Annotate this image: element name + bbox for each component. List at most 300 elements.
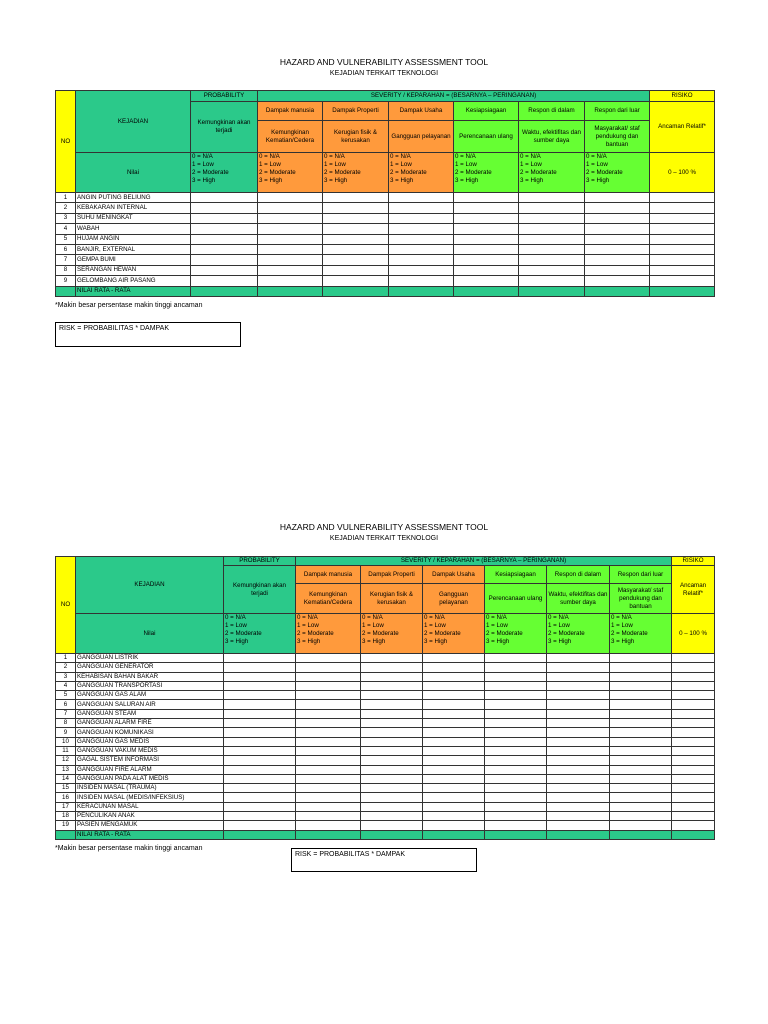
header-kejadian: KEJADIAN	[76, 91, 191, 153]
score-cell[interactable]	[423, 765, 485, 774]
score-cell[interactable]	[672, 821, 715, 830]
score-cell[interactable]	[191, 244, 258, 254]
table-row	[56, 213, 715, 223]
score-cell[interactable]	[389, 213, 454, 223]
score-cell[interactable]	[485, 654, 547, 663]
row-kejadian: WABAH	[76, 224, 191, 234]
score-cell[interactable]	[224, 774, 296, 783]
score-cell[interactable]	[361, 663, 423, 672]
score-cell[interactable]	[485, 709, 547, 718]
score-cell[interactable]	[585, 213, 650, 223]
score-cell[interactable]	[296, 663, 361, 672]
table-row	[56, 672, 715, 681]
score-cell[interactable]	[423, 802, 485, 811]
score-cell[interactable]	[361, 691, 423, 700]
header-nilai: Nilai	[76, 153, 191, 193]
score-cell[interactable]	[672, 728, 715, 737]
score-cell[interactable]	[389, 276, 454, 286]
score-cell[interactable]	[547, 654, 610, 663]
row-number: 1	[56, 193, 76, 203]
score-cell[interactable]	[296, 746, 361, 755]
score-cell[interactable]	[585, 276, 650, 286]
score-cell[interactable]	[258, 193, 323, 203]
score-cell[interactable]	[610, 793, 672, 802]
score-cell[interactable]	[296, 719, 361, 728]
score-cell[interactable]	[361, 700, 423, 709]
header-risiko-2: RISIKO	[672, 557, 715, 566]
score-cell[interactable]	[423, 709, 485, 718]
score-cell[interactable]	[389, 203, 454, 213]
header-kejadian-2: KEJADIAN	[76, 557, 224, 614]
row-kejadian: SERANGAN HEWAN	[76, 265, 191, 275]
score-cell[interactable]	[423, 821, 485, 830]
score-cell[interactable]	[672, 802, 715, 811]
score-cell[interactable]	[323, 234, 389, 244]
header-kematian-2: Kemungkinan Kematian/Cedera	[296, 584, 361, 614]
score-cell[interactable]	[672, 812, 715, 821]
score-cell[interactable]	[650, 234, 715, 244]
page-subtitle-2: KEJADIAN TERKAIT TEKNOLOGI	[329, 535, 439, 542]
row-number: 4	[56, 681, 76, 690]
score-cell[interactable]	[389, 255, 454, 265]
score-cell[interactable]	[650, 213, 715, 223]
header-dampak-usaha: Dampak Usaha	[389, 102, 454, 121]
score-cell[interactable]	[423, 663, 485, 672]
score-cell[interactable]	[672, 654, 715, 663]
table-row	[56, 681, 715, 690]
row-number: 14	[56, 774, 76, 783]
score-cell[interactable]	[672, 709, 715, 718]
score-cell[interactable]	[224, 784, 296, 793]
score-cell[interactable]	[672, 737, 715, 746]
header-respon-luar: Respon dari luar	[585, 102, 650, 121]
score-cell[interactable]	[423, 700, 485, 709]
score-cell[interactable]	[296, 802, 361, 811]
score-cell[interactable]	[258, 203, 323, 213]
table-row	[56, 700, 715, 709]
score-cell[interactable]	[610, 719, 672, 728]
scale-dampak-usaha: 0 = N/A 1 = Low 2 = Moderate 3 = High	[389, 153, 454, 193]
score-cell[interactable]	[610, 728, 672, 737]
score-cell[interactable]	[454, 255, 519, 265]
score-cell[interactable]	[547, 737, 610, 746]
score-cell[interactable]	[423, 746, 485, 755]
score-cell[interactable]	[323, 224, 389, 234]
score-cell[interactable]	[672, 793, 715, 802]
score-cell[interactable]	[519, 224, 585, 234]
score-cell[interactable]	[485, 774, 547, 783]
score-cell[interactable]	[485, 793, 547, 802]
score-cell[interactable]	[547, 691, 610, 700]
header-no-2: NO	[56, 557, 76, 654]
score-cell[interactable]	[224, 765, 296, 774]
score-cell[interactable]	[323, 255, 389, 265]
score-cell[interactable]	[610, 700, 672, 709]
score-cell[interactable]	[610, 756, 672, 765]
score-cell[interactable]	[672, 784, 715, 793]
score-cell[interactable]	[191, 193, 258, 203]
score-cell[interactable]	[224, 737, 296, 746]
score-cell[interactable]	[191, 203, 258, 213]
header-perencanaan-2: Perencanaan ulang	[485, 584, 547, 614]
score-cell[interactable]	[296, 728, 361, 737]
header-kerugian: Kerugian fisik & kerusakan	[323, 121, 389, 153]
row-number: 5	[56, 234, 76, 244]
table-row	[56, 234, 715, 244]
score-cell[interactable]	[454, 224, 519, 234]
row-kejadian: GANGGUAN LISTRIK	[76, 654, 224, 663]
score-cell[interactable]	[191, 265, 258, 275]
score-cell[interactable]	[389, 224, 454, 234]
score-cell[interactable]	[258, 224, 323, 234]
score-cell[interactable]	[485, 746, 547, 755]
score-cell[interactable]	[423, 784, 485, 793]
score-cell[interactable]	[361, 774, 423, 783]
score-cell[interactable]	[323, 193, 389, 203]
score-cell[interactable]	[485, 700, 547, 709]
score-cell[interactable]	[296, 672, 361, 681]
row-number: 1	[56, 654, 76, 663]
score-cell[interactable]	[547, 728, 610, 737]
score-cell[interactable]	[296, 821, 361, 830]
score-cell[interactable]	[258, 234, 323, 244]
score-cell[interactable]	[585, 234, 650, 244]
score-cell[interactable]	[585, 265, 650, 275]
hva-table-1	[55, 90, 715, 297]
score-cell[interactable]	[224, 654, 296, 663]
score-cell[interactable]	[361, 821, 423, 830]
score-cell[interactable]	[258, 255, 323, 265]
score-cell[interactable]	[454, 244, 519, 254]
row-number: 4	[56, 224, 76, 234]
score-cell[interactable]	[485, 802, 547, 811]
score-cell[interactable]	[485, 691, 547, 700]
row-kejadian: GANGGUAN TRANSPORTASI	[76, 681, 224, 690]
score-cell[interactable]	[585, 193, 650, 203]
table-row	[56, 654, 715, 663]
score-cell[interactable]	[610, 765, 672, 774]
table-row	[56, 719, 715, 728]
score-cell[interactable]	[672, 700, 715, 709]
score-cell[interactable]	[672, 746, 715, 755]
row-kejadian: GANGGUAN GAS ALAM	[76, 691, 224, 700]
score-cell[interactable]	[485, 812, 547, 821]
score-cell[interactable]	[224, 709, 296, 718]
score-cell[interactable]	[519, 244, 585, 254]
score-cell[interactable]	[547, 746, 610, 755]
table-row	[56, 793, 715, 802]
footnote: *Makin besar persentase makin tinggi ancaman	[55, 302, 203, 309]
score-cell[interactable]	[610, 737, 672, 746]
score-cell[interactable]	[585, 255, 650, 265]
scale-respon-dalam-2: 0 = N/A 1 = Low 2 = Moderate 3 = High	[547, 614, 610, 654]
table-row	[56, 746, 715, 755]
score-cell[interactable]	[610, 821, 672, 830]
score-cell[interactable]	[296, 765, 361, 774]
scale-probability: 0 = N/A 1 = Low 2 = Moderate 3 = High	[191, 153, 258, 193]
score-cell[interactable]	[547, 663, 610, 672]
header-masyarakat: Masyarakat/ staf pendukung dan bantuan	[585, 121, 650, 153]
score-cell[interactable]	[423, 672, 485, 681]
score-cell[interactable]	[650, 203, 715, 213]
score-cell[interactable]	[547, 784, 610, 793]
score-cell[interactable]	[224, 700, 296, 709]
score-cell[interactable]	[323, 244, 389, 254]
score-cell[interactable]	[191, 255, 258, 265]
score-cell[interactable]	[224, 672, 296, 681]
score-cell[interactable]	[547, 672, 610, 681]
score-cell[interactable]	[361, 793, 423, 802]
score-cell[interactable]	[361, 784, 423, 793]
scale-dampak-manusia-2: 0 = N/A 1 = Low 2 = Moderate 3 = High	[296, 614, 361, 654]
header-waktu: Waktu, efektifitas dan sumber daya	[519, 121, 585, 153]
score-cell[interactable]	[547, 719, 610, 728]
score-cell[interactable]	[485, 737, 547, 746]
score-cell[interactable]	[519, 193, 585, 203]
scale-dampak-properti: 0 = N/A 1 = Low 2 = Moderate 3 = High	[323, 153, 389, 193]
header-probability-2: PROBABILITY	[224, 557, 296, 566]
score-cell[interactable]	[547, 709, 610, 718]
score-cell[interactable]	[423, 756, 485, 765]
score-cell[interactable]	[672, 681, 715, 690]
score-cell[interactable]	[650, 276, 715, 286]
score-cell[interactable]	[361, 728, 423, 737]
score-cell[interactable]	[610, 672, 672, 681]
score-cell[interactable]	[672, 774, 715, 783]
score-cell[interactable]	[485, 719, 547, 728]
score-cell[interactable]	[423, 654, 485, 663]
score-cell[interactable]	[547, 821, 610, 830]
footer-nilai-rata: NILAI RATA - RATA	[76, 286, 191, 296]
score-cell[interactable]	[485, 681, 547, 690]
score-cell[interactable]	[361, 719, 423, 728]
score-cell[interactable]	[519, 255, 585, 265]
header-kesiapsiagaan-2: Kesiapsiagaan	[485, 566, 547, 584]
header-dampak-manusia-2: Dampak manusia	[296, 566, 361, 584]
score-cell[interactable]	[610, 681, 672, 690]
score-cell[interactable]	[519, 234, 585, 244]
scale-dampak-manusia: 0 = N/A 1 = Low 2 = Moderate 3 = High	[258, 153, 323, 193]
risk-range: 0 – 100 %	[650, 153, 715, 193]
score-cell[interactable]	[423, 812, 485, 821]
score-cell[interactable]	[585, 244, 650, 254]
score-cell[interactable]	[547, 765, 610, 774]
score-cell[interactable]	[224, 663, 296, 672]
score-cell[interactable]	[610, 691, 672, 700]
score-cell[interactable]	[323, 213, 389, 223]
row-number: 10	[56, 737, 76, 746]
header-respon-luar-2: Respon dari luar	[610, 566, 672, 584]
row-number: 16	[56, 793, 76, 802]
header-respon-dalam-2: Respon di dalam	[547, 566, 610, 584]
header-perencanaan: Perencanaan ulang	[454, 121, 519, 153]
score-cell[interactable]	[650, 265, 715, 275]
row-number: 13	[56, 765, 76, 774]
score-cell[interactable]	[423, 728, 485, 737]
score-cell[interactable]	[519, 213, 585, 223]
header-respon-dalam: Respon di dalam	[519, 102, 585, 121]
table-row	[56, 663, 715, 672]
score-cell[interactable]	[323, 265, 389, 275]
score-cell[interactable]	[224, 821, 296, 830]
score-cell[interactable]	[672, 756, 715, 765]
score-cell[interactable]	[485, 821, 547, 830]
score-cell[interactable]	[191, 276, 258, 286]
row-number: 19	[56, 821, 76, 830]
score-cell[interactable]	[547, 812, 610, 821]
score-cell[interactable]	[296, 654, 361, 663]
score-cell[interactable]	[296, 756, 361, 765]
score-cell[interactable]	[485, 765, 547, 774]
table-row	[56, 193, 715, 203]
score-cell[interactable]	[454, 203, 519, 213]
score-cell[interactable]	[224, 793, 296, 802]
score-cell[interactable]	[389, 265, 454, 275]
score-cell[interactable]	[423, 691, 485, 700]
score-cell[interactable]	[650, 193, 715, 203]
score-cell[interactable]	[423, 719, 485, 728]
score-cell[interactable]	[191, 224, 258, 234]
score-cell[interactable]	[672, 691, 715, 700]
score-cell[interactable]	[423, 793, 485, 802]
score-cell[interactable]	[361, 765, 423, 774]
score-cell[interactable]	[519, 203, 585, 213]
row-number: 8	[56, 265, 76, 275]
table-row	[56, 812, 715, 821]
score-cell[interactable]	[650, 224, 715, 234]
score-cell[interactable]	[585, 203, 650, 213]
score-cell[interactable]	[423, 681, 485, 690]
score-cell[interactable]	[258, 244, 323, 254]
score-cell[interactable]	[258, 265, 323, 275]
score-cell[interactable]	[296, 784, 361, 793]
score-cell[interactable]	[224, 802, 296, 811]
score-cell[interactable]	[672, 765, 715, 774]
score-cell[interactable]	[610, 654, 672, 663]
score-cell[interactable]	[547, 793, 610, 802]
header-kematian: Kemungkinan Kematian/Cedera	[258, 121, 323, 153]
score-cell[interactable]	[389, 193, 454, 203]
score-cell[interactable]	[296, 793, 361, 802]
score-cell[interactable]	[361, 756, 423, 765]
score-cell[interactable]	[296, 737, 361, 746]
score-cell[interactable]	[296, 691, 361, 700]
score-cell[interactable]	[610, 802, 672, 811]
score-cell[interactable]	[610, 812, 672, 821]
score-cell[interactable]	[361, 709, 423, 718]
score-cell[interactable]	[361, 746, 423, 755]
row-kejadian: GANGGUAN SALURAN AIR	[76, 700, 224, 709]
score-cell[interactable]	[296, 812, 361, 821]
scale-respon-luar-2: 0 = N/A 1 = Low 2 = Moderate 3 = High	[610, 614, 672, 654]
score-cell[interactable]	[361, 812, 423, 821]
score-cell[interactable]	[585, 224, 650, 234]
score-cell[interactable]	[610, 784, 672, 793]
score-cell[interactable]	[224, 728, 296, 737]
header-dampak-properti: Dampak Properti	[323, 102, 389, 121]
score-cell[interactable]	[547, 700, 610, 709]
score-cell[interactable]	[519, 265, 585, 275]
score-cell[interactable]	[454, 265, 519, 275]
risk-formula-box: RISK = PROBABILITAS * DAMPAK	[55, 322, 241, 347]
row-kejadian: PENCULIKAN ANAK	[76, 812, 224, 821]
score-cell[interactable]	[454, 276, 519, 286]
score-cell[interactable]	[423, 774, 485, 783]
header-kerugian-2: Kerugian fisik & kerusakan	[361, 584, 423, 614]
score-cell[interactable]	[389, 244, 454, 254]
score-cell[interactable]	[224, 756, 296, 765]
row-number: 12	[56, 756, 76, 765]
score-cell[interactable]	[389, 234, 454, 244]
score-cell[interactable]	[224, 691, 296, 700]
score-cell[interactable]	[224, 681, 296, 690]
score-cell[interactable]	[296, 700, 361, 709]
score-cell[interactable]	[672, 719, 715, 728]
scale-dampak-usaha-2: 0 = N/A 1 = Low 2 = Moderate 3 = High	[423, 614, 485, 654]
score-cell[interactable]	[547, 774, 610, 783]
risk-range-2: 0 – 100 %	[672, 614, 715, 654]
row-number: 11	[56, 746, 76, 755]
score-cell[interactable]	[323, 276, 389, 286]
score-cell[interactable]	[485, 756, 547, 765]
score-cell[interactable]	[672, 663, 715, 672]
score-cell[interactable]	[454, 193, 519, 203]
score-cell[interactable]	[547, 681, 610, 690]
score-cell[interactable]	[224, 812, 296, 821]
score-cell[interactable]	[485, 784, 547, 793]
score-cell[interactable]	[296, 709, 361, 718]
score-cell[interactable]	[258, 213, 323, 223]
score-cell[interactable]	[191, 213, 258, 223]
score-cell[interactable]	[361, 681, 423, 690]
score-cell[interactable]	[610, 663, 672, 672]
score-cell[interactable]	[191, 234, 258, 244]
score-cell[interactable]	[519, 276, 585, 286]
score-cell[interactable]	[361, 672, 423, 681]
score-cell[interactable]	[650, 244, 715, 254]
score-cell[interactable]	[224, 719, 296, 728]
score-cell[interactable]	[650, 255, 715, 265]
score-cell[interactable]	[547, 756, 610, 765]
score-cell[interactable]	[361, 802, 423, 811]
score-cell[interactable]	[224, 746, 296, 755]
score-cell[interactable]	[296, 774, 361, 783]
score-cell[interactable]	[485, 728, 547, 737]
score-cell[interactable]	[454, 213, 519, 223]
row-kejadian: KEBAKARAN INTERNAL	[76, 203, 191, 213]
score-cell[interactable]	[258, 276, 323, 286]
score-cell[interactable]	[454, 234, 519, 244]
score-cell[interactable]	[485, 672, 547, 681]
header-kesiapsiagaan: Kesiapsiagaan	[454, 102, 519, 121]
score-cell[interactable]	[296, 681, 361, 690]
row-kejadian: GELOMBANG AIR PASANG	[76, 276, 191, 286]
row-number: 9	[56, 276, 76, 286]
score-cell[interactable]	[547, 802, 610, 811]
score-cell[interactable]	[672, 672, 715, 681]
score-cell[interactable]	[610, 774, 672, 783]
score-cell[interactable]	[423, 737, 485, 746]
table-row	[56, 255, 715, 265]
scale-dampak-properti-2: 0 = N/A 1 = Low 2 = Moderate 3 = High	[361, 614, 423, 654]
score-cell[interactable]	[361, 737, 423, 746]
score-cell[interactable]	[610, 709, 672, 718]
score-cell[interactable]	[361, 654, 423, 663]
score-cell[interactable]	[323, 203, 389, 213]
score-cell[interactable]	[610, 746, 672, 755]
table-row	[56, 203, 715, 213]
score-cell[interactable]	[485, 663, 547, 672]
